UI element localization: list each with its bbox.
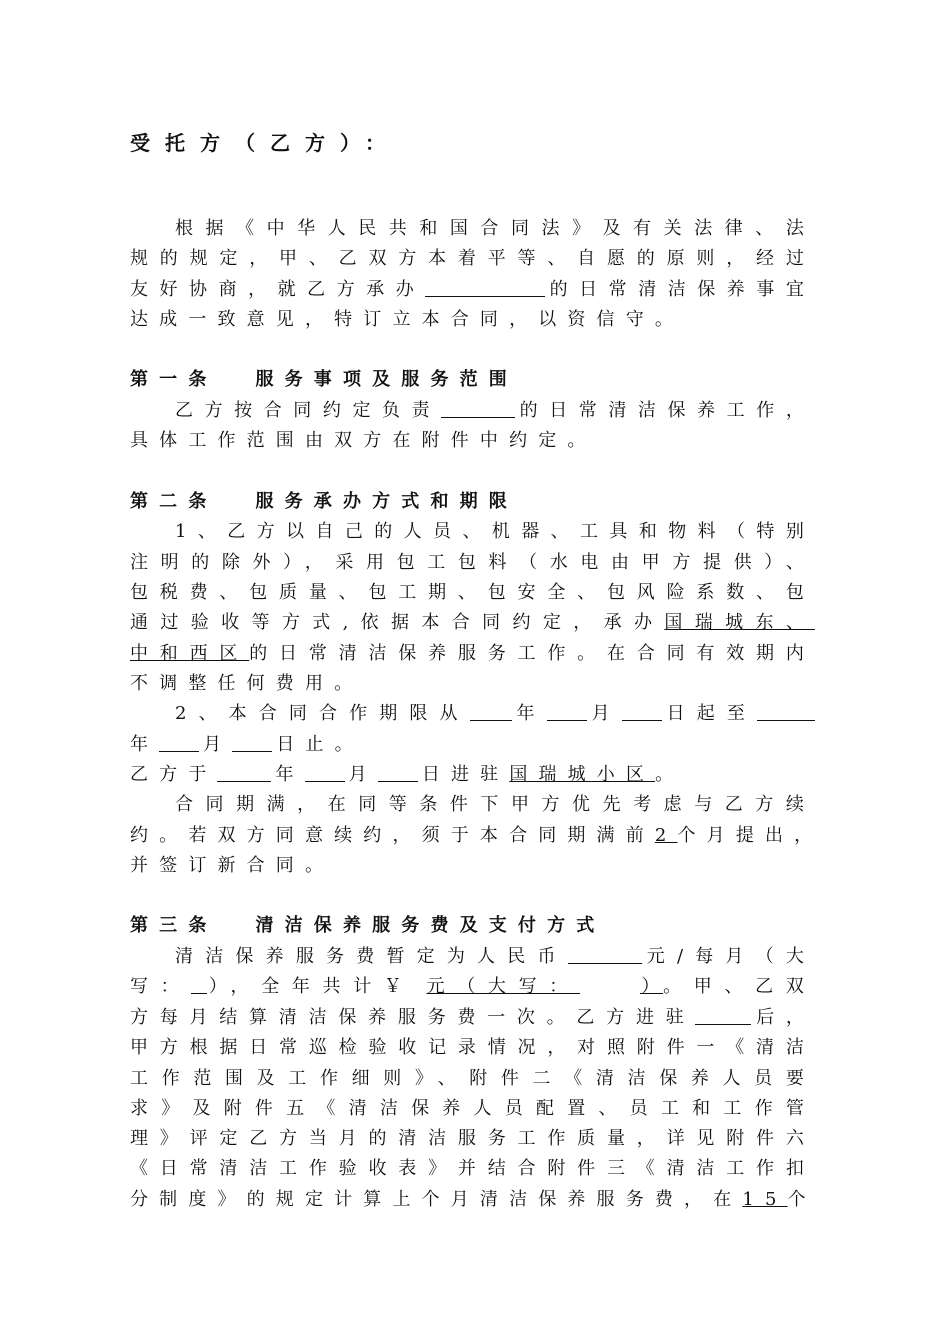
article-3-line-3a: 方每月结算清洁保养服务费一次。乙方进驻: [130, 1007, 696, 1028]
article-2-p1-line-5b: 的日常清洁保养服务工作。在合同有效期内: [249, 643, 815, 664]
entry-site: 国瑞城小区: [509, 764, 656, 785]
intro-line-3b: 的日常清洁保养事宜: [549, 279, 815, 300]
entry-month-label: 月: [348, 764, 378, 785]
article-2-title: 服务承办方式和期限: [255, 491, 518, 512]
project-name-blank[interactable]: [425, 278, 545, 297]
article-2-p2-line-2: [130, 733, 815, 757]
article-2-heading: [130, 490, 815, 514]
end-month-blank[interactable]: [159, 733, 199, 752]
article-1-line-1b: 的日常清洁保养工作，: [519, 400, 815, 421]
project-location-1: 国瑞城东、: [664, 612, 815, 633]
entry-year-label: 年: [275, 764, 305, 785]
party-b-heading: 受托方（乙方）：: [130, 131, 400, 155]
article-2-p1-line-3: 包税费、包质量、包工期、包安全、包风险系数、包: [130, 582, 815, 603]
article-2-p2-line-1: [175, 702, 815, 726]
article-1-line-1a: 乙方按合同约定负责: [175, 400, 442, 421]
article-3-title: 清洁保养服务费及支付方式: [255, 915, 606, 936]
article-2-p1-line-2: 注明的除外），采用包工包料（水电由甲方提供）、: [130, 552, 815, 573]
article-3-line-2a: 写：: [130, 976, 192, 997]
article-3-line-8: 《日常清洁工作验收表》并结合附件三《清洁工作扣: [130, 1158, 815, 1179]
article-3-line-1b: 元/每月（大: [645, 946, 815, 967]
end-month-label: 月: [203, 734, 233, 755]
start-month-label: 月: [590, 703, 622, 724]
renewal-months: 2: [654, 825, 678, 846]
article-2-p4-line-2c: 个月提出，: [677, 825, 824, 846]
article-3-line-2b: ），全年共计￥: [207, 976, 415, 997]
article-2-p4-line-1: 合同期满，在同等条件下甲方优先考虑与乙方续: [175, 794, 815, 815]
end-day-label: 日止。: [276, 734, 364, 755]
article-2-p2-line-1a: 2、本合同合作期限从: [175, 703, 470, 724]
entry-month-blank[interactable]: [305, 763, 345, 782]
intro-line-2: 规的规定，甲、乙双方本着平等、自愿的原则，经过: [130, 248, 815, 269]
annual-fee: [415, 976, 664, 997]
article-1-line-2: 具体工作范围由双方在附件中约定。: [130, 430, 597, 451]
article-2-p3b: 日进驻: [421, 764, 510, 785]
article-3-line-1: [175, 945, 815, 969]
article-3-line-2: [130, 975, 815, 999]
intro-line-3: [130, 278, 815, 302]
article-3-line-9a: 分制度》的规定计算上个月清洁保养服务费，在: [130, 1189, 743, 1210]
entry-day-blank[interactable]: [378, 763, 418, 782]
article-2-p4-line-2a: 约。若双方同意续约，须于本合同期满前: [130, 825, 655, 846]
article-2-p4-line-2: [130, 824, 824, 848]
start-year-blank[interactable]: [470, 702, 512, 721]
article-3-line-3: [130, 1006, 815, 1030]
article-3-line-9c: 个: [787, 1189, 817, 1210]
end-year-label: 年: [130, 734, 160, 755]
entry-date-blank[interactable]: [695, 1006, 751, 1025]
article-3-line-6: 求》及附件五《清洁保养人员配置、员工和工作管: [130, 1098, 815, 1119]
article-3-line-2e: 。甲、乙双: [663, 976, 815, 997]
start-month-blank[interactable]: [547, 702, 587, 721]
start-day-label: 日起至: [665, 703, 757, 724]
article-3-line-4: 甲方根据日常巡检验收记录情况，对照附件一《清洁: [130, 1037, 815, 1058]
article-2-p1-line-1: 1、乙方以自己的人员、机器、工具和物料（特别: [175, 521, 815, 542]
monthly-fee-blank[interactable]: [568, 945, 642, 964]
article-3-line-2c: 元（大写：: [426, 976, 580, 997]
article-2-p1-line-5: [130, 642, 815, 666]
article-3-line-3b: 后，: [755, 1007, 815, 1028]
article-3-number: 第三条: [130, 915, 218, 936]
article-2-number: 第二条: [130, 491, 218, 512]
service-scope-blank[interactable]: [441, 399, 515, 418]
article-2-p3d: 。: [655, 764, 685, 785]
project-location-2: 中和西区: [130, 643, 250, 664]
payment-days: 15: [742, 1189, 788, 1210]
article-2-p3: [130, 763, 815, 787]
end-year-prefix-blank[interactable]: [757, 702, 815, 721]
article-1-heading: [130, 368, 815, 392]
article-3-line-7: 理》评定乙方当月的清洁服务工作质量，详见附件六: [130, 1128, 815, 1149]
end-day-blank[interactable]: [232, 733, 272, 752]
article-2-p3a: 乙方于: [130, 764, 218, 785]
article-2-p1-line-6: 不调整任何费用。: [130, 673, 364, 694]
article-3-heading: [130, 914, 815, 938]
start-year-label: 年: [515, 703, 547, 724]
article-2-p1-line-4a: 通过验收等方式,依据本合同约定，承办: [130, 612, 665, 633]
article-3-line-1a: 清洁保养服务费暂定为人民币: [175, 946, 568, 967]
intro-line-4: 达成一致意见，特订立本合同，以资信守。: [130, 309, 685, 330]
article-3-line-2d: ）: [639, 976, 664, 997]
start-day-blank[interactable]: [622, 702, 662, 721]
article-2-p1-line-4: [130, 611, 815, 635]
intro-line-3a: 友好协商，就乙方承办: [130, 279, 426, 300]
article-2-p4-line-3: 并签订新合同。: [130, 855, 335, 876]
article-3-line-5: 工作范围及工作细则》、附件二《清洁保养人员要: [130, 1068, 815, 1089]
article-1-line-1: [175, 399, 815, 423]
article-3-line-9: [130, 1188, 815, 1212]
entry-year-blank[interactable]: [217, 763, 271, 782]
article-1-number: 第一条: [130, 369, 218, 390]
fee-capital-blank[interactable]: [191, 975, 207, 994]
intro-line-1: 根据《中华人民共和国合同法》及有关法律、法: [175, 218, 815, 239]
article-1-title: 服务事项及服务范围: [255, 369, 518, 390]
